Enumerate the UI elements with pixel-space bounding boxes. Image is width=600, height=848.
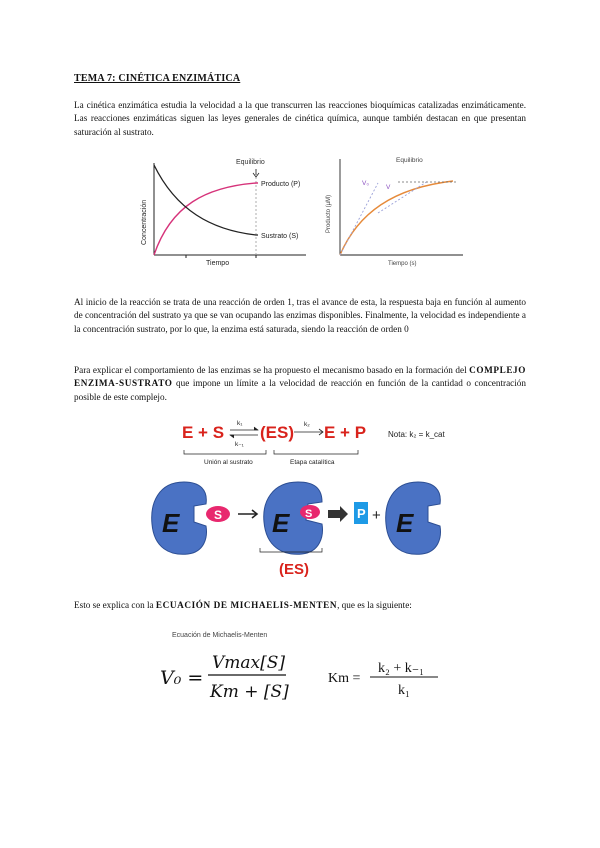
complex-paragraph: Para explicar el comportamiento de las enzimas se ha propuesto el mecanismo basado en la formación del COMPLEJO ENZIMA-SUSTRATO que impone un límite a la velocidad de reacción en función de la cantidad o concentración posible de este complejo. [74, 365, 526, 402]
concentration-time-chart [136, 155, 316, 267]
equilibrio-label-2: Equilibrio [396, 157, 423, 164]
plus-sign: + [372, 507, 381, 524]
v-label: V [386, 184, 391, 191]
etapa-label: Etapa catalítica [290, 459, 335, 466]
sustrato-label: Sustrato (S) [261, 233, 299, 240]
catalysis-arrow [328, 506, 348, 522]
reaction-scheme [178, 410, 468, 474]
free-enzyme-left [152, 482, 207, 554]
enzyme-substrate-complex [264, 482, 323, 554]
producto-label: Producto (P) [261, 181, 301, 188]
product-curve-2 [340, 181, 453, 255]
k2-label: k₂ [304, 421, 310, 428]
km-numerator: k₂ + k₋₁ [378, 661, 425, 676]
tiempo-label: Tiempo [206, 260, 230, 267]
v0-equals: V₀ = [160, 667, 204, 689]
km1-label: k₋₁ [235, 441, 244, 448]
enzyme-letter-3: E [396, 508, 414, 538]
equation-intro-paragraph: Esto se explica con la ECUACIÓN DE MICHAELIS-MENTEN, que es la siguiente: [74, 600, 412, 610]
michaelis-menten-equation [158, 648, 458, 706]
substrate-letter-2: S [305, 508, 313, 520]
tiempo-label-2: Tiempo (s) [388, 261, 417, 267]
product-letter: P [357, 506, 366, 521]
union-label: Unión al sustrato [204, 459, 253, 466]
km-equals: Km = [328, 671, 361, 686]
initial-slope-line [340, 183, 378, 255]
page-title: TEMA 7: CINÉTICA ENZIMÁTICA [74, 73, 241, 84]
k1-label: k₁ [237, 420, 243, 427]
complex-term: COMPLEJO ENZIMA-SUSTRATO [74, 365, 526, 389]
intro-paragraph: La cinética enzimática estudia la velocidad a la que transcurren las reacciones bioquímicas catalizadas enzimáticamente. Las reacciones enzimáticas siguen las leyes generales de cinética química, aunque también destacan en que presentan saturación al sustrato. [74, 100, 526, 137]
complex-label: (ES) [260, 423, 294, 442]
enzyme-letter-2: E [272, 508, 290, 538]
es-complex-label: (ES) [279, 561, 309, 578]
mm-denominator: Km + [S] [210, 682, 289, 702]
equilibrio-label: Equilibrio [236, 159, 265, 166]
producto-um-label: Producto (µM) [326, 194, 332, 233]
substrate-blob [206, 506, 230, 522]
v0-label: V₀ [362, 180, 370, 187]
products-label: E + P [324, 423, 367, 442]
product-time-chart [318, 153, 468, 268]
product-curve [154, 183, 258, 255]
equation-caption: Ecuación de Michaelis-Menten [172, 632, 268, 639]
kinetics-paragraph: Al inicio de la reacción se trata de una reacción de orden 1, tras el avance de esta, la respuesta baja en función al aumento de concentración del sustrato ya que se van ocupando las enzimas disponibles. Finalmente, la velocidad es independiente a la concentración sustrato, por lo que, la enzima está saturada, siendo la reacción de orden 0 [74, 297, 526, 334]
substrate-letter: S [214, 508, 223, 522]
mm-numerator: Vmax[S] [212, 653, 286, 673]
kcat-note: Nota: k₂ = k_cat [388, 430, 445, 439]
reactants-label: E + S [182, 423, 225, 442]
concentracion-label: Concentración [141, 199, 148, 245]
enzyme-substrate-diagram [148, 476, 464, 580]
km-denominator: k₁ [398, 683, 410, 698]
free-enzyme-right [386, 482, 441, 554]
enzyme-letter-1: E [162, 508, 180, 538]
equation-term: ECUACIÓN DE MICHAELIS-MENTEN [155, 600, 338, 610]
